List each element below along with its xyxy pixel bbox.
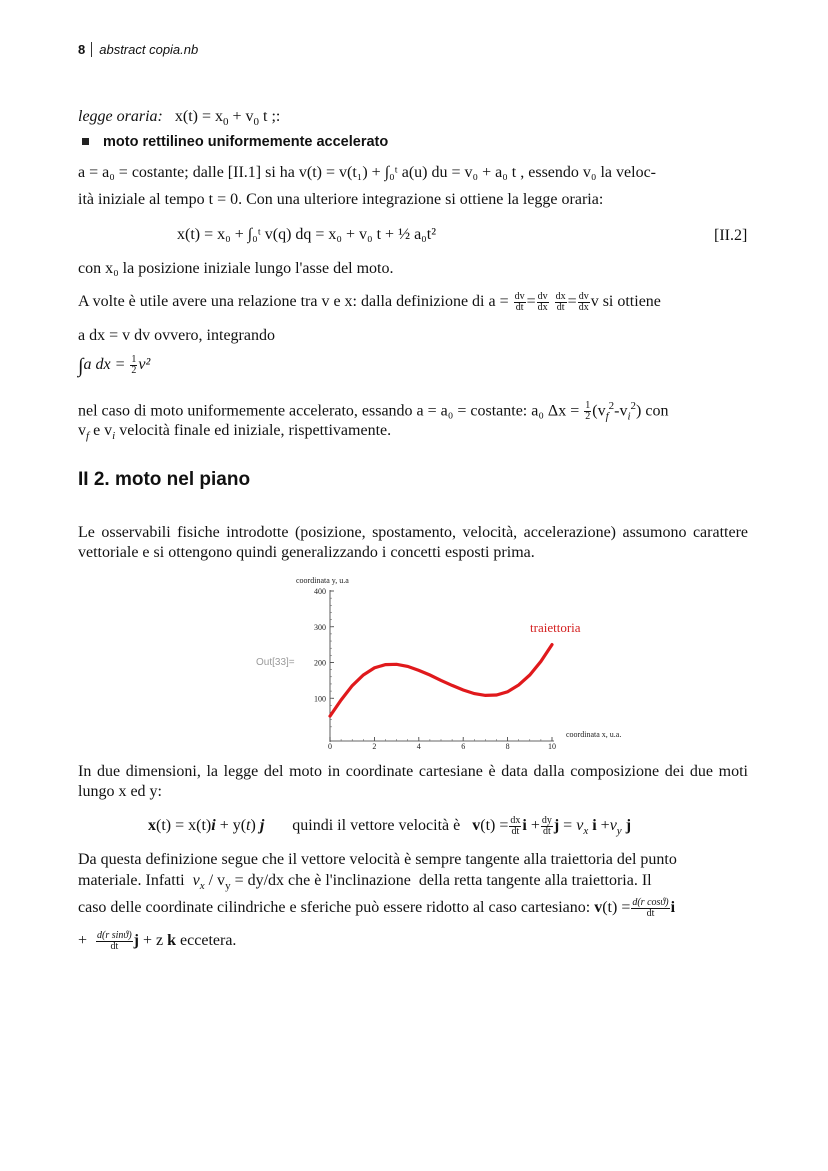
svg-text:200: 200: [314, 658, 326, 668]
numerator: dx: [510, 815, 521, 826]
vector-equation: x(t) = x(t)i + y(t) j quindi il vettore velocità è v(t) = $\frac{dx}{dt}$ i + $\frac{dy}{dt}$ $j = v_x$ $i +v_y$ j: [148, 815, 632, 838]
denominator: dt: [542, 826, 551, 837]
x-axis-label: coordinata x, u.a.: [566, 730, 622, 739]
denominator: 2: [585, 411, 591, 423]
numerator: dx: [555, 291, 566, 302]
svg-text:8: 8: [505, 742, 510, 751]
output-cell-label: Out[33]=: [256, 657, 295, 668]
integral-sign: ∫: [78, 355, 84, 378]
formula-text: t ;:: [259, 108, 281, 125]
paragraph: Le osservabili fisiche introdotte (posizione, spostamento, velocità, accelerazione) assumono carattere vettoriale e si ottengono quindi generalizzando i concetti esposti prima.: [78, 524, 748, 561]
paragraph-line: + $\frac{\text{d(r sinϑ)}}{dt}$ j + z k eccetera.: [78, 930, 237, 952]
denominator: dx: [537, 302, 548, 313]
svg-text:6: 6: [461, 742, 466, 751]
paragraph-line: $v_f$ e $v_i$ velocità finale ed iniziale, rispettivamente.: [78, 422, 392, 443]
subscript: 0: [253, 116, 260, 129]
legge-oraria-line: [78, 107, 280, 132]
formula-text: + v: [228, 108, 254, 125]
text: v si ottiene: [590, 293, 661, 311]
text: v²: [138, 356, 151, 374]
trajectory-annotation: traiettoria: [530, 620, 581, 635]
numerator: 1: [585, 400, 591, 412]
fraction-half: [130, 355, 137, 376]
formula-text: x(t) = x: [174, 108, 223, 125]
svg-text:100: 100: [314, 694, 326, 704]
fraction: [96, 931, 133, 952]
paragraph-line: materiale. Infatti $v_x / v_y = dy/dx$ che è l'inclinazione della retta tangente alla traiettoria. Il: [78, 872, 652, 893]
text: (v: [592, 402, 606, 420]
text: nel caso di moto uniformemente accelerato, essando a = a₀ = costante: a₀ Δx =: [78, 402, 580, 420]
y-ticks: [314, 587, 334, 727]
paragraph: In due dimensioni, la legge del moto in coordinate cartesiane è data dalla composizione dei due moti lungo x ed y:: [78, 763, 748, 800]
svg-text:2: 2: [372, 742, 377, 751]
denominator: dt: [556, 302, 565, 313]
legge-oraria-label: legge oraria:: [78, 108, 163, 125]
text: velocità finale ed iniziale, rispettivamente.: [119, 422, 392, 439]
equation-II-2: x(t) = x₀ + ∫₀ᵗ v(q) dq = x₀ + v₀ t + ½ a₀t²: [177, 226, 436, 243]
fraction: [555, 292, 567, 313]
fraction: [537, 292, 549, 313]
denominator: dt: [646, 908, 655, 919]
denominator: dt: [511, 826, 520, 837]
text: ) con: [636, 402, 669, 420]
numerator: dv: [537, 291, 548, 302]
paragraph-line: caso delle coordinate cilindriche e sferiche può essere ridotto al caso cartesiano: v(t) = $\frac{\text{d(r cosϑ)}}{dt}$ i: [78, 897, 676, 919]
fraction: [578, 292, 590, 313]
denominator: dt: [110, 941, 119, 952]
svg-text:300: 300: [314, 622, 326, 632]
paragraph-line: con x₀ la posizione iniziale lungo l'asse del moto.: [78, 260, 394, 277]
svg-text:4: 4: [416, 742, 421, 751]
svg-text:400: 400: [314, 587, 326, 596]
text: caso delle coordinate cilindriche e sferiche può essere ridotto al caso cartesiano:: [78, 899, 591, 917]
numerator: d(r cosϑ): [632, 897, 669, 908]
subsection-heading-text: moto rettilineo uniformemente accelerato: [103, 134, 389, 150]
subscript: 0: [223, 116, 229, 129]
numerator: dv: [514, 291, 525, 302]
subsection-heading: [78, 134, 388, 150]
trajectory-plot: [280, 572, 660, 752]
paragraph-line: Da questa definizione segue che il vettore velocità è sempre tangente alla traiettoria del punto: [78, 851, 677, 868]
fraction: [631, 898, 669, 919]
numerator: dy: [541, 815, 552, 826]
fraction: [541, 816, 553, 837]
paragraph-line: nel caso di moto uniformemente accelerato, essando a = a₀ = costante: a₀ Δx = $\frac{1}{2}$ $(v_f^2-v_i^2)$ con: [78, 400, 669, 423]
paragraph-line: a dx = v dv ovvero, integrando: [78, 327, 275, 344]
paragraph-line: a = a₀ = costante; dalle [II.1] si ha v(t) = v(t₁) + ∫₀ᵗ a(u) du = v₀ + a₀ t , essendo v₀ la veloc-: [78, 164, 656, 181]
fraction-half: [584, 401, 591, 422]
svg-text:10: 10: [548, 742, 556, 751]
page-number: 8: [78, 42, 86, 57]
svg-text:0: 0: [328, 742, 332, 751]
paragraph-line: ità iniziale al tempo t = 0. Con una ulteriore integrazione si ottiene la legge oraria:: [78, 191, 604, 208]
section-title: II 2. moto nel piano: [78, 469, 251, 490]
denominator: dx: [578, 302, 589, 313]
fraction: [509, 816, 521, 837]
denominator: 2: [131, 365, 137, 376]
numerator: 1: [131, 354, 137, 365]
header-divider: [91, 42, 92, 57]
equation-number: [II.2]: [714, 227, 748, 244]
text: a dx =: [83, 356, 130, 374]
y-axis-label: coordinata y, u.a: [296, 576, 349, 585]
fraction: [514, 292, 526, 313]
bullet-square-icon: [82, 138, 89, 145]
integral-equation: [78, 355, 150, 376]
numerator: d(r sinϑ): [97, 930, 132, 941]
text: A volte è utile avere una relazione tra v e x: dalla definizione di a =: [78, 293, 509, 311]
numerator: dv: [578, 291, 589, 302]
x-ticks: [328, 737, 556, 751]
text: quindi il vettore velocità è: [292, 817, 461, 835]
denominator: dt: [515, 302, 524, 313]
paragraph-line: A volte è utile avere una relazione tra v e x: dalla definizione di a = $\frac{dv}{dt}$ = $\frac{dv}{dx}$ $\frac{dx}{dt}$ = $\frac{dv}{dx}$ v si ottiene: [78, 291, 661, 313]
page-header: [78, 42, 198, 57]
text: -v: [614, 402, 628, 420]
trajectory-curve: [330, 645, 552, 717]
notebook-filename: abstract copia.nb: [99, 42, 199, 57]
